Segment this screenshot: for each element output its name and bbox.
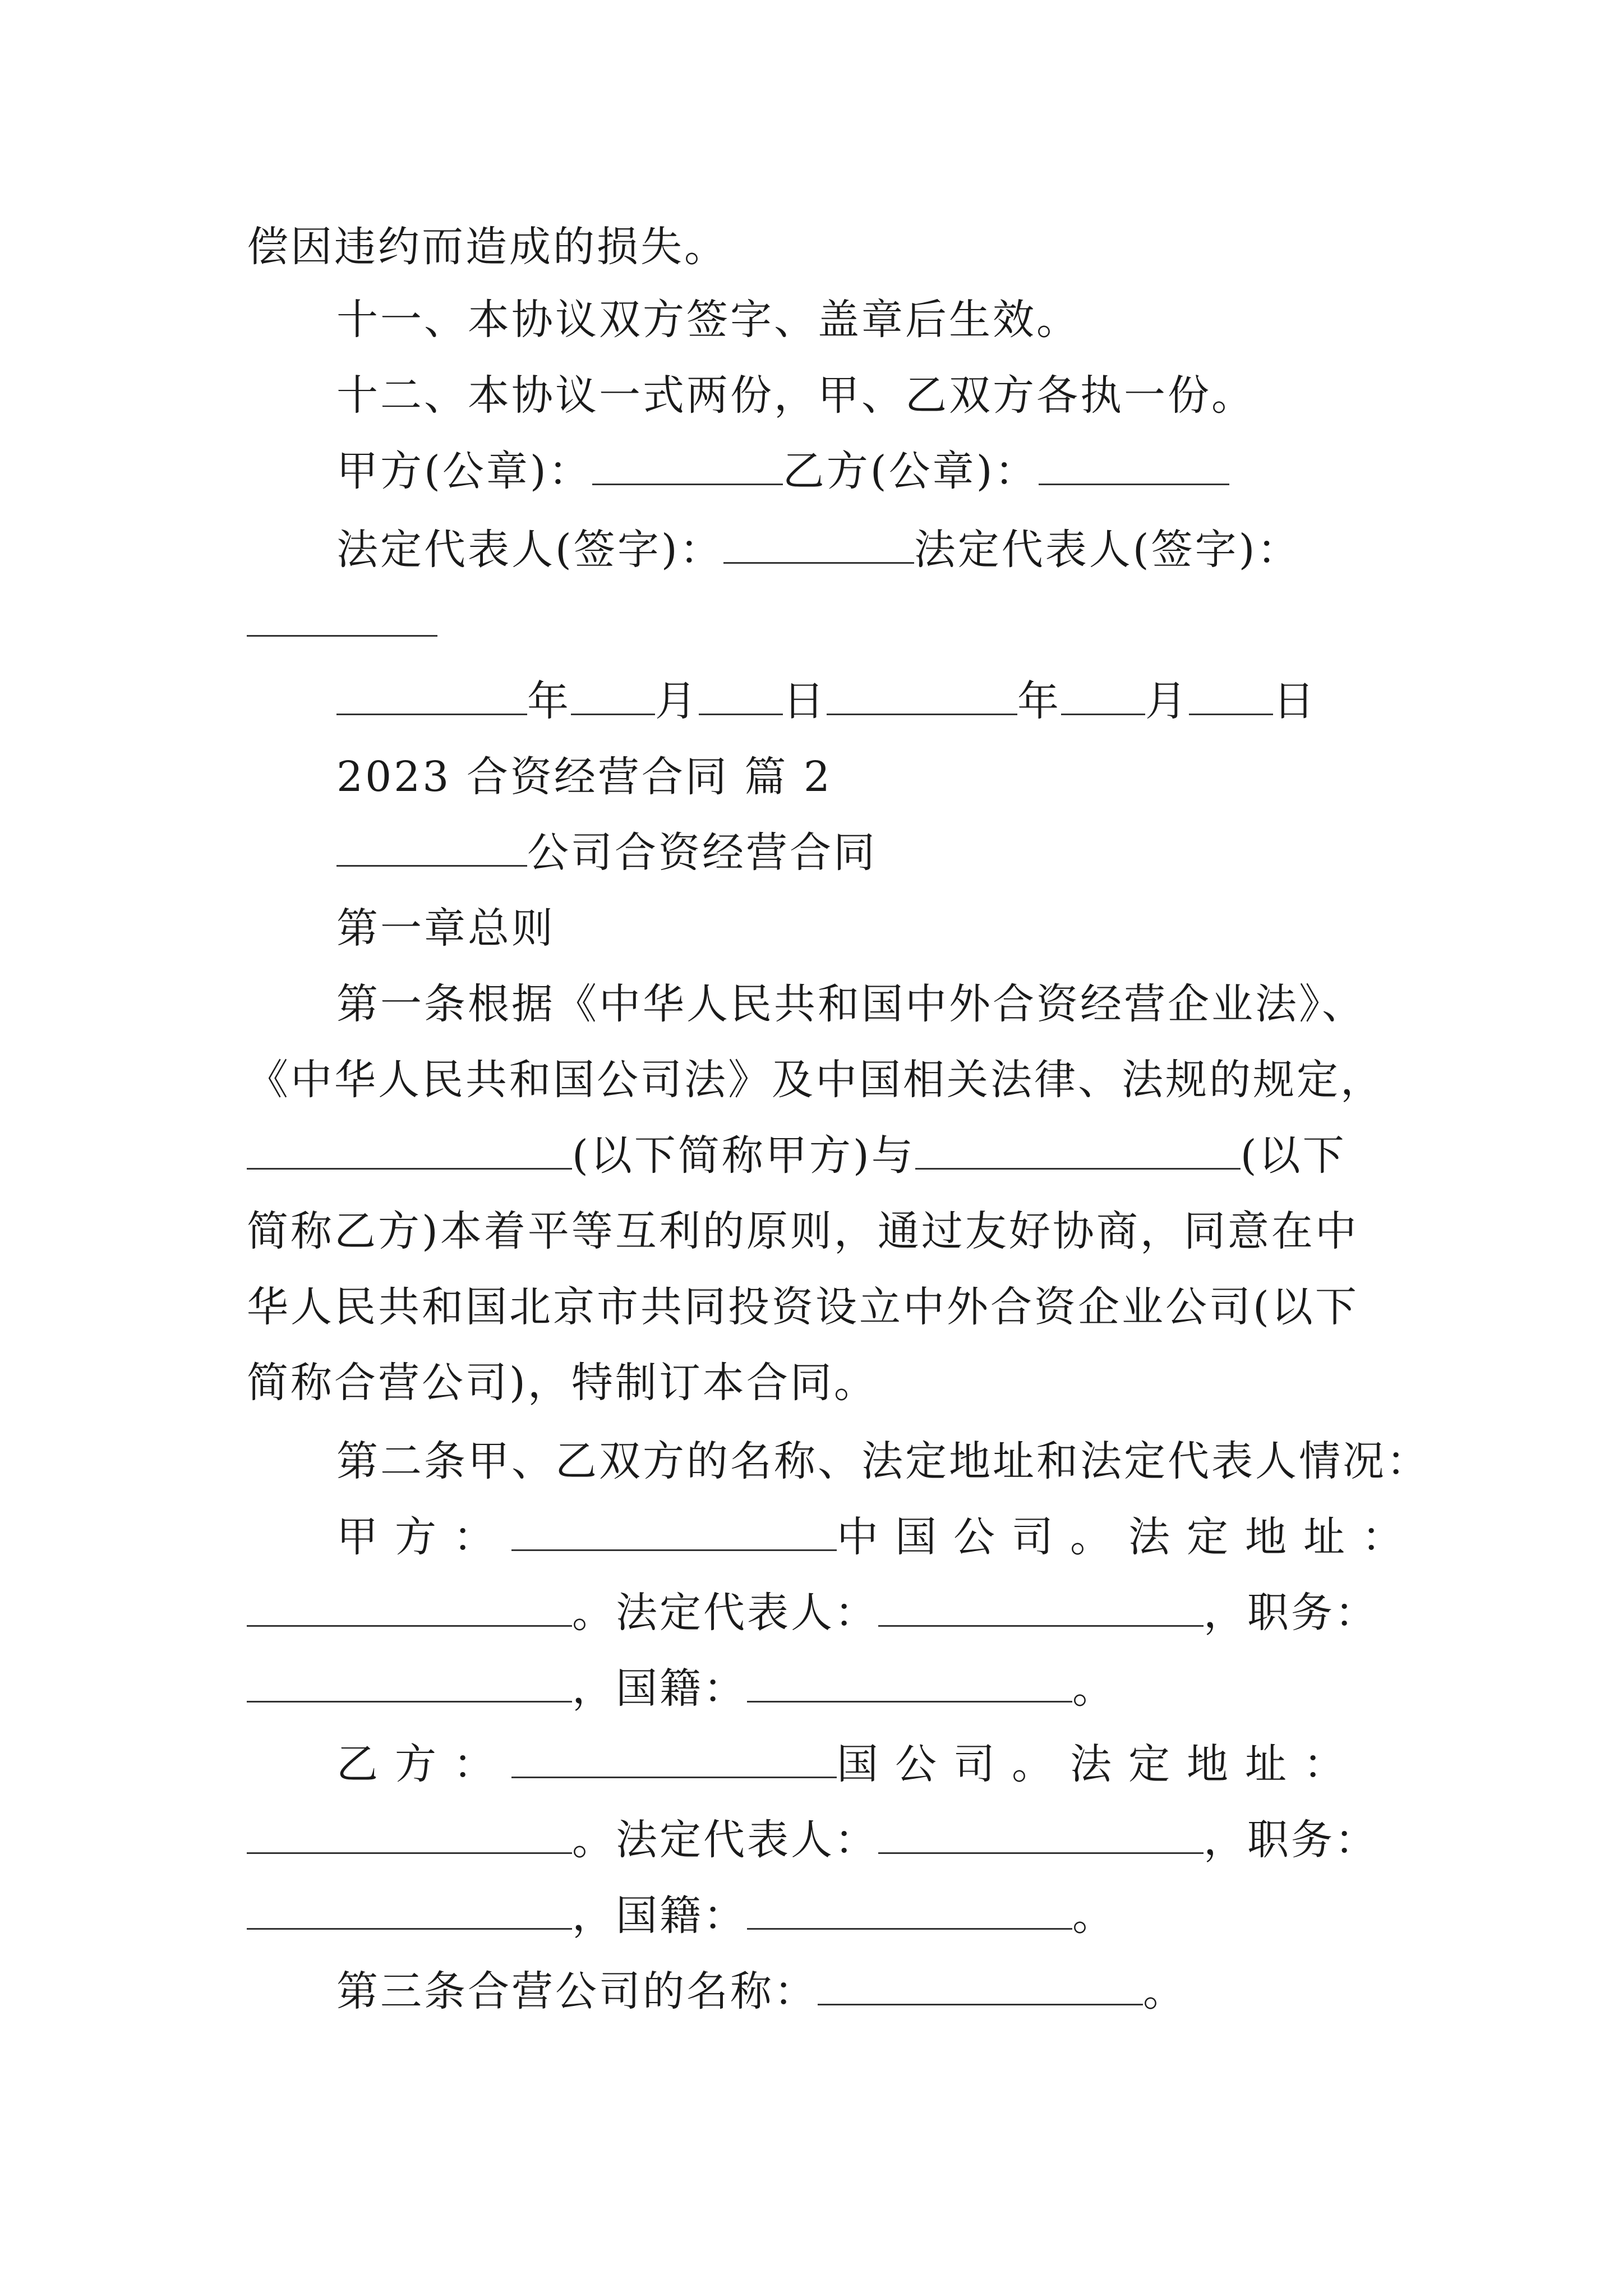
text: 中国公司。法定地址：	[837, 1513, 1420, 1561]
text-line	[247, 1355, 1391, 1411]
text: 。法定代表人：	[572, 1816, 878, 1864]
text: (以下	[1240, 1131, 1347, 1180]
blank-line	[1061, 674, 1145, 715]
text: 法定代表人(签字)：	[914, 526, 1301, 574]
blank-line	[818, 1964, 1143, 2005]
text-line	[247, 1963, 1391, 2019]
text-line	[247, 1585, 1391, 1641]
blank-line	[878, 1813, 1204, 1854]
text: 十二、本协议一式两份，甲、乙双方各执一份。	[336, 371, 1255, 420]
text: ，国籍：	[572, 1664, 747, 1713]
text: 乙方(公章)：	[782, 447, 1039, 495]
blank-line	[511, 1510, 837, 1551]
section-title: 2023 合资经营合同 篇 2	[336, 753, 832, 801]
blank-line	[247, 596, 437, 637]
blank-line	[827, 674, 1017, 715]
text-line	[247, 292, 1391, 348]
text: ，职务：	[1204, 1589, 1378, 1637]
blank-line	[247, 1586, 572, 1627]
text: 第二条甲、乙双方的名称、法定地址和法定代表人情况：	[336, 1437, 1430, 1485]
blank-line	[915, 1129, 1241, 1170]
text-line	[247, 1128, 1391, 1184]
text: 法定代表人(签字)：	[336, 526, 723, 574]
text-line	[247, 1203, 1391, 1259]
blank-line	[747, 1662, 1072, 1703]
chapter-title: 第一章总则	[336, 904, 555, 953]
text-line	[247, 825, 1391, 881]
text-line	[247, 900, 1391, 956]
blank-line	[571, 674, 655, 715]
blank-line	[1039, 444, 1229, 485]
text-line	[247, 522, 1391, 578]
text: 日	[783, 677, 827, 725]
text: 。	[1072, 1892, 1116, 1940]
text-line	[247, 443, 1391, 499]
text: 月	[1145, 677, 1189, 725]
blank-line	[247, 1129, 572, 1170]
text-line	[247, 1888, 1391, 1944]
text: 。	[1072, 1664, 1116, 1713]
text-line	[247, 976, 1391, 1032]
blank-line	[247, 1889, 572, 1930]
text: 年	[527, 677, 571, 725]
text: 月	[655, 677, 699, 725]
blank-line	[723, 523, 914, 564]
text-line	[247, 367, 1391, 424]
text: 甲方：	[336, 1513, 511, 1561]
text: 《中华人民共和国公司法》及中国相关法律、法规的规定，	[247, 1056, 1384, 1104]
blank-line	[747, 1889, 1072, 1930]
text-line	[247, 1509, 1420, 1565]
text: 简称合营公司)，特制订本合同。	[247, 1359, 878, 1407]
text: 十一、本协议双方签字、盖章后生效。	[336, 296, 1080, 344]
text-line	[247, 1660, 1391, 1717]
text: 国公司。法定地址：	[837, 1740, 1362, 1788]
text-line	[247, 1812, 1391, 1868]
blank-line	[247, 1662, 572, 1703]
text: ，职务：	[1204, 1816, 1378, 1864]
text: 公司合资经营合同	[527, 829, 877, 877]
text: 偿因违约而造成的损失。	[247, 223, 728, 271]
blank-line	[592, 444, 783, 485]
text: 。	[1143, 1967, 1187, 2016]
text: 乙方：	[336, 1740, 511, 1788]
blank-line	[511, 1737, 837, 1778]
text-line	[247, 749, 1391, 805]
text-line	[247, 1052, 1391, 1108]
text-line	[247, 1736, 1391, 1792]
text-line	[247, 219, 1391, 275]
text-line	[247, 673, 1391, 729]
text: (以下简称甲方)与	[572, 1131, 915, 1180]
text-line	[247, 1433, 1430, 1489]
text-line	[247, 1279, 1391, 1335]
text: 。法定代表人：	[572, 1589, 878, 1637]
text-line	[247, 595, 1391, 651]
blank-line	[247, 1813, 572, 1854]
blank-line	[878, 1586, 1204, 1627]
text: 华人民共和国北京市共同投资设立中外合资企业公司(以下	[247, 1283, 1359, 1331]
blank-line	[699, 674, 783, 715]
text: 日	[1273, 677, 1317, 725]
blank-line	[336, 674, 527, 715]
blank-line	[1189, 674, 1273, 715]
text: ，国籍：	[572, 1892, 747, 1940]
text: 第一条根据《中华人民共和国中外合资经营企业法》、	[336, 980, 1366, 1028]
blank-line	[336, 826, 527, 867]
text: 年	[1017, 677, 1061, 725]
text: 甲方(公章)：	[336, 447, 592, 495]
text: 简称乙方)本着平等互利的原则，通过友好协商，同意在中	[247, 1207, 1359, 1255]
text: 第三条合营公司的名称：	[336, 1967, 818, 2016]
